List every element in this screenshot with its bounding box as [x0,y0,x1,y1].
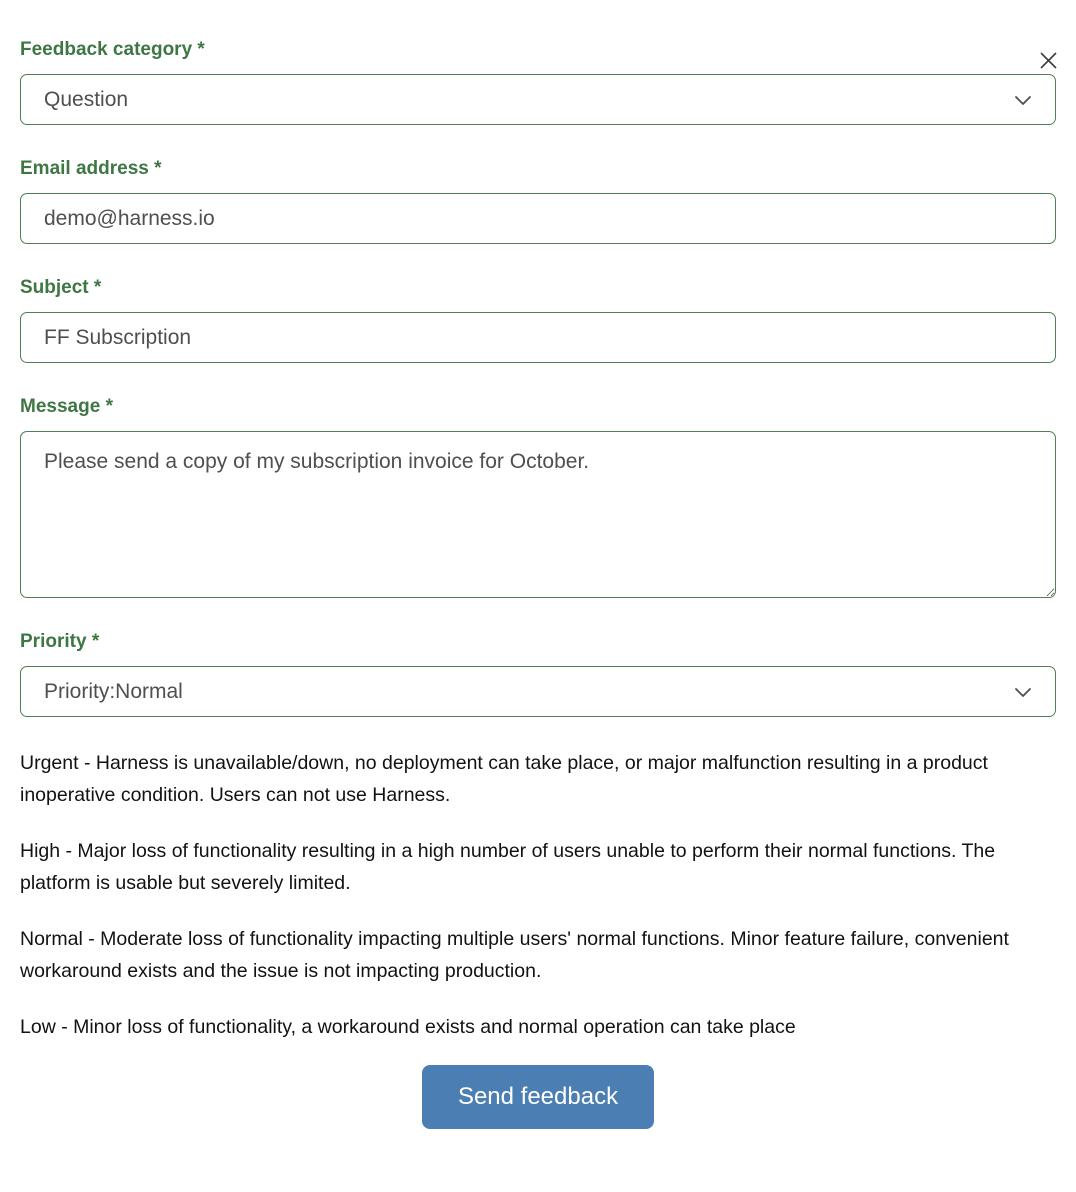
priority-description-urgent: Urgent - Harness is unavailable/down, no deployment can take place, or major malfunction resulting in a product inoperative condition. Users can not use Harness. [20,752,988,806]
close-icon[interactable] [1036,48,1060,72]
required-asterisk: * [105,396,113,417]
priority-select[interactable] [20,666,1056,717]
feedback-category-selected-value: Question [44,87,129,111]
priority-selected-value: Priority:Normal [44,679,183,703]
feedback-category-select[interactable] [20,74,1056,125]
subject-label-text: Subject [20,277,89,298]
message-field[interactable] [20,431,1056,598]
priority-description-high: High - Major loss of functionality resulting in a high number of users unable to perform their normal functions. The platform is usable but severely limited. [20,840,996,894]
priority-label [20,630,1056,654]
message-label-text: Message [20,396,101,417]
send-feedback-button[interactable]: Send feedback [422,1065,654,1129]
priority-description-low: Low - Minor loss of functionality, a workaround exists and normal operation can take place [20,1016,796,1038]
feedback-dialog [0,38,1076,1192]
subject-field[interactable] [20,312,1056,363]
required-asterisk: * [197,39,205,60]
feedback-category-label-text: Feedback category [20,39,193,60]
required-asterisk: * [93,277,102,298]
required-asterisk: * [154,158,162,179]
feedback-category-label [20,38,1056,62]
email-field[interactable] [20,193,1056,244]
email-label-text: Email address [20,158,149,179]
priority-label-text: Priority [20,631,87,652]
message-label [20,395,1056,419]
priority-description-normal: Normal - Moderate loss of functionality impacting multiple users' normal functions. Minor feature failure, convenient workaround exists and the issue is not impacting production. [20,928,1009,982]
close-x-glyph [1039,51,1058,70]
required-asterisk: * [91,631,100,652]
chevron-down-icon [1013,682,1033,702]
email-label [20,157,1056,181]
subject-label [20,276,1056,300]
chevron-down-icon [1013,90,1033,110]
submit-row [20,1065,1056,1129]
